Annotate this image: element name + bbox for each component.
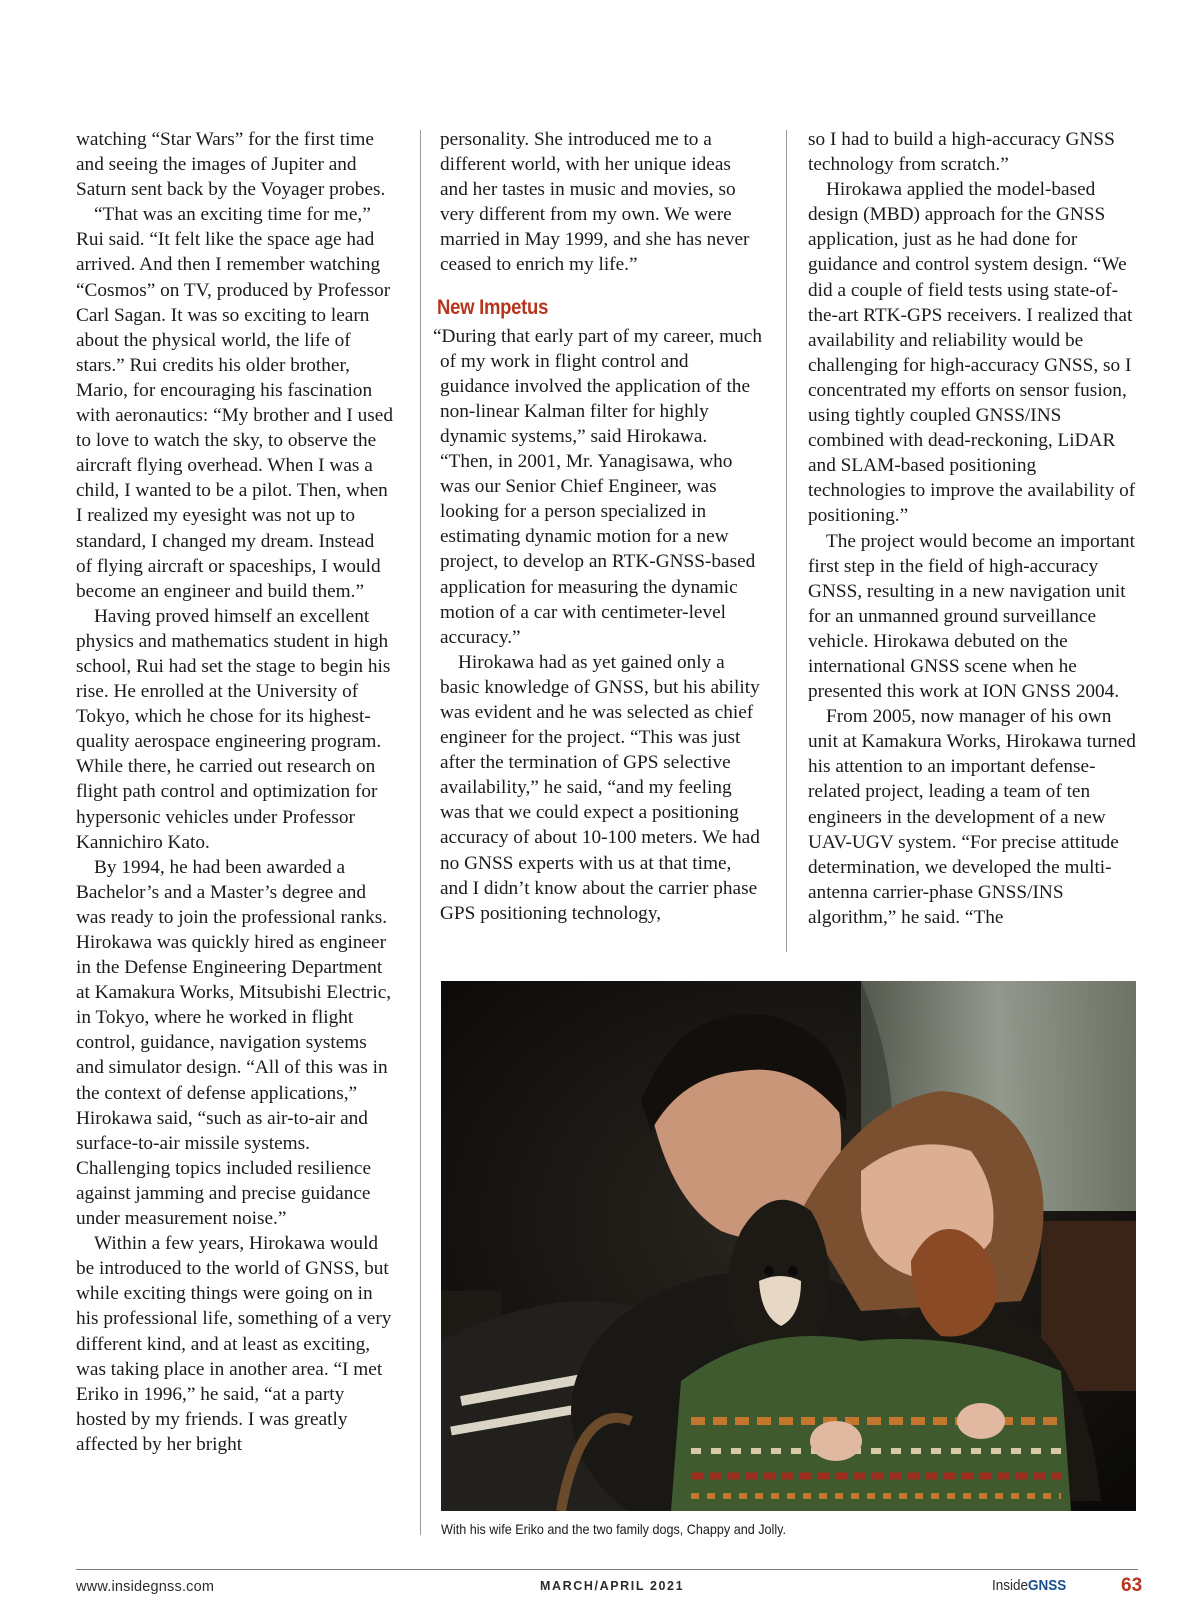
footer-url[interactable]: www.insidegnss.com — [76, 1579, 215, 1595]
paragraph: “That was an exciting time for me,” Rui said. “It felt like the space age had arrived. And then I remember watching “Cosmos” on TV, produced by Professor Carl Sagan. It was so exciting to learn about the physical world, the life of stars.” Rui credits his older brother, Mario, for encouraging his fascination with aeronautics: “My brother and I used to love to watch the sky, to observe the aircraft flying overhead. When I was a child, I wanted to be a pilot. Then, when I realized my eyesight was not up to standard, I changed my dream. Instead of flying aircraft or spaceships, I would become an engineer and build them.” — [76, 204, 393, 602]
page-number: 63 — [1121, 1575, 1143, 1596]
photo-illustration — [441, 981, 1136, 1511]
photo-caption: With his wife Eriko and the two family dogs, Chappy and Jolly. — [441, 1521, 787, 1537]
article-column-2 — [433, 127, 763, 926]
paragraph: Hirokawa had as yet gained only a basic knowledge of GNSS, but his ability was evident and he was selected as chief engineer for the project. “This was just after the termination of GPS selective availability,” he said, “and my feeling was that we could expect a positioning accuracy of about 10-100 meters. We had no GNSS experts with us at that time, and I didn’t know about the carrier phase GPS positioning technology, — [440, 651, 760, 924]
paragraph: From 2005, now manager of his own unit at Kamakura Works, Hirokawa turned his attention to an important defense-related project, leading a team of ten engineers in the development of a new UAV-UGV system. “For precise attitude determination, we developed the multi-antenna carrier-phase GNSS/INS algorithm,” he said. “The — [808, 706, 1136, 928]
article-column-3 — [808, 127, 1138, 930]
section-subhead: New Impetus — [437, 295, 549, 319]
footer-divider — [76, 1569, 1138, 1570]
paragraph: so I had to build a high-accuracy GNSS technology from scratch.” — [808, 129, 1115, 176]
column-divider — [786, 130, 787, 952]
brand-prefix: Inside — [992, 1577, 1029, 1594]
footer-issue-date: MARCH/APRIL 2021 — [540, 1579, 685, 1593]
family-photo — [441, 981, 1136, 1511]
paragraph: “During that early part of my career, much of my work in flight control and guidance involved the application of the non-linear Kalman filter for highly dynamic systems,” said Hirokawa. “Then, in 2001, Mr. Yanagisawa, who was our Senior Chief Engineer, was looking for a person specialized in estimating dynamic motion for a new project, to develop an RTK-GNSS-based application for measuring the dynamic motion of a car with centimeter-level accuracy.” — [433, 325, 763, 648]
paragraph: Within a few years, Hirokawa would be introduced to the world of GNSS, but while exciting things were going on in his professional life, something of a very different kind, and at least as exciting, was taking place in another area. “I met Eriko in 1996,” he said, “at a party hosted by my friends. I was greatly affected by her bright — [76, 1233, 392, 1455]
paragraph: Having proved himself an excellent physics and mathematics student in high school, Rui had set the stage to begin his rise. He enrolled at the University of Tokyo, which he chose for its highest-quality aerospace engineering program. While there, he carried out research on flight path control and optimization for hypersonic vehicles under Professor Kannichiro Kato. — [76, 605, 391, 853]
column-divider — [420, 130, 421, 1535]
paragraph: Hirokawa applied the model-based design (MBD) approach for the GNSS application, just as he had done for guidance and control system design. “We did a couple of field tests using state-of-the-art RTK-GPS receivers. I realized that availability and reliability would be challenging for high-accuracy GNSS, so I concentrated my efforts on sensor fusion, using tightly coupled GNSS/INS combined with dead-reckoning, LiDAR and SLAM-based positioning technologies to improve the availability of positioning.” — [808, 179, 1136, 527]
paragraph: By 1994, he had been awarded a Bachelor’s and a Master’s degree and was ready to join the professional ranks. Hirokawa was quickly hired as engineer in the Defense Engineering Department at Kamakura Works, Mitsubishi Electric, in Tokyo, where he worked in flight control, guidance, navigation systems and simulator design. “All of this was in the context of defense applications,” Hirokawa said, “such as air-to-air and surface-to-air missile systems. Challenging topics included resilience against jamming and precise guidance under measurement noise.” — [76, 856, 392, 1230]
paragraph: watching “Star Wars” for the first time and seeing the images of Jupiter and Saturn sent back by the Voyager probes. — [76, 129, 386, 201]
brand-strong: GNSS — [1028, 1577, 1067, 1594]
footer-brand — [992, 1577, 1066, 1594]
paragraph: The project would become an important first step in the field of high-accuracy GNSS, resulting in a new navigation unit for an unmanned ground surveillance vehicle. Hirokawa debuted on the international GNSS scene when he presented this work at ION GNSS 2004. — [808, 530, 1135, 703]
paragraph: personality. She introduced me to a different world, with her unique ideas and her tastes in music and movies, so very different from my own. We were married in May 1999, and she has never ceased to enrich my life.” — [440, 129, 750, 276]
article-column-1 — [76, 127, 394, 1457]
